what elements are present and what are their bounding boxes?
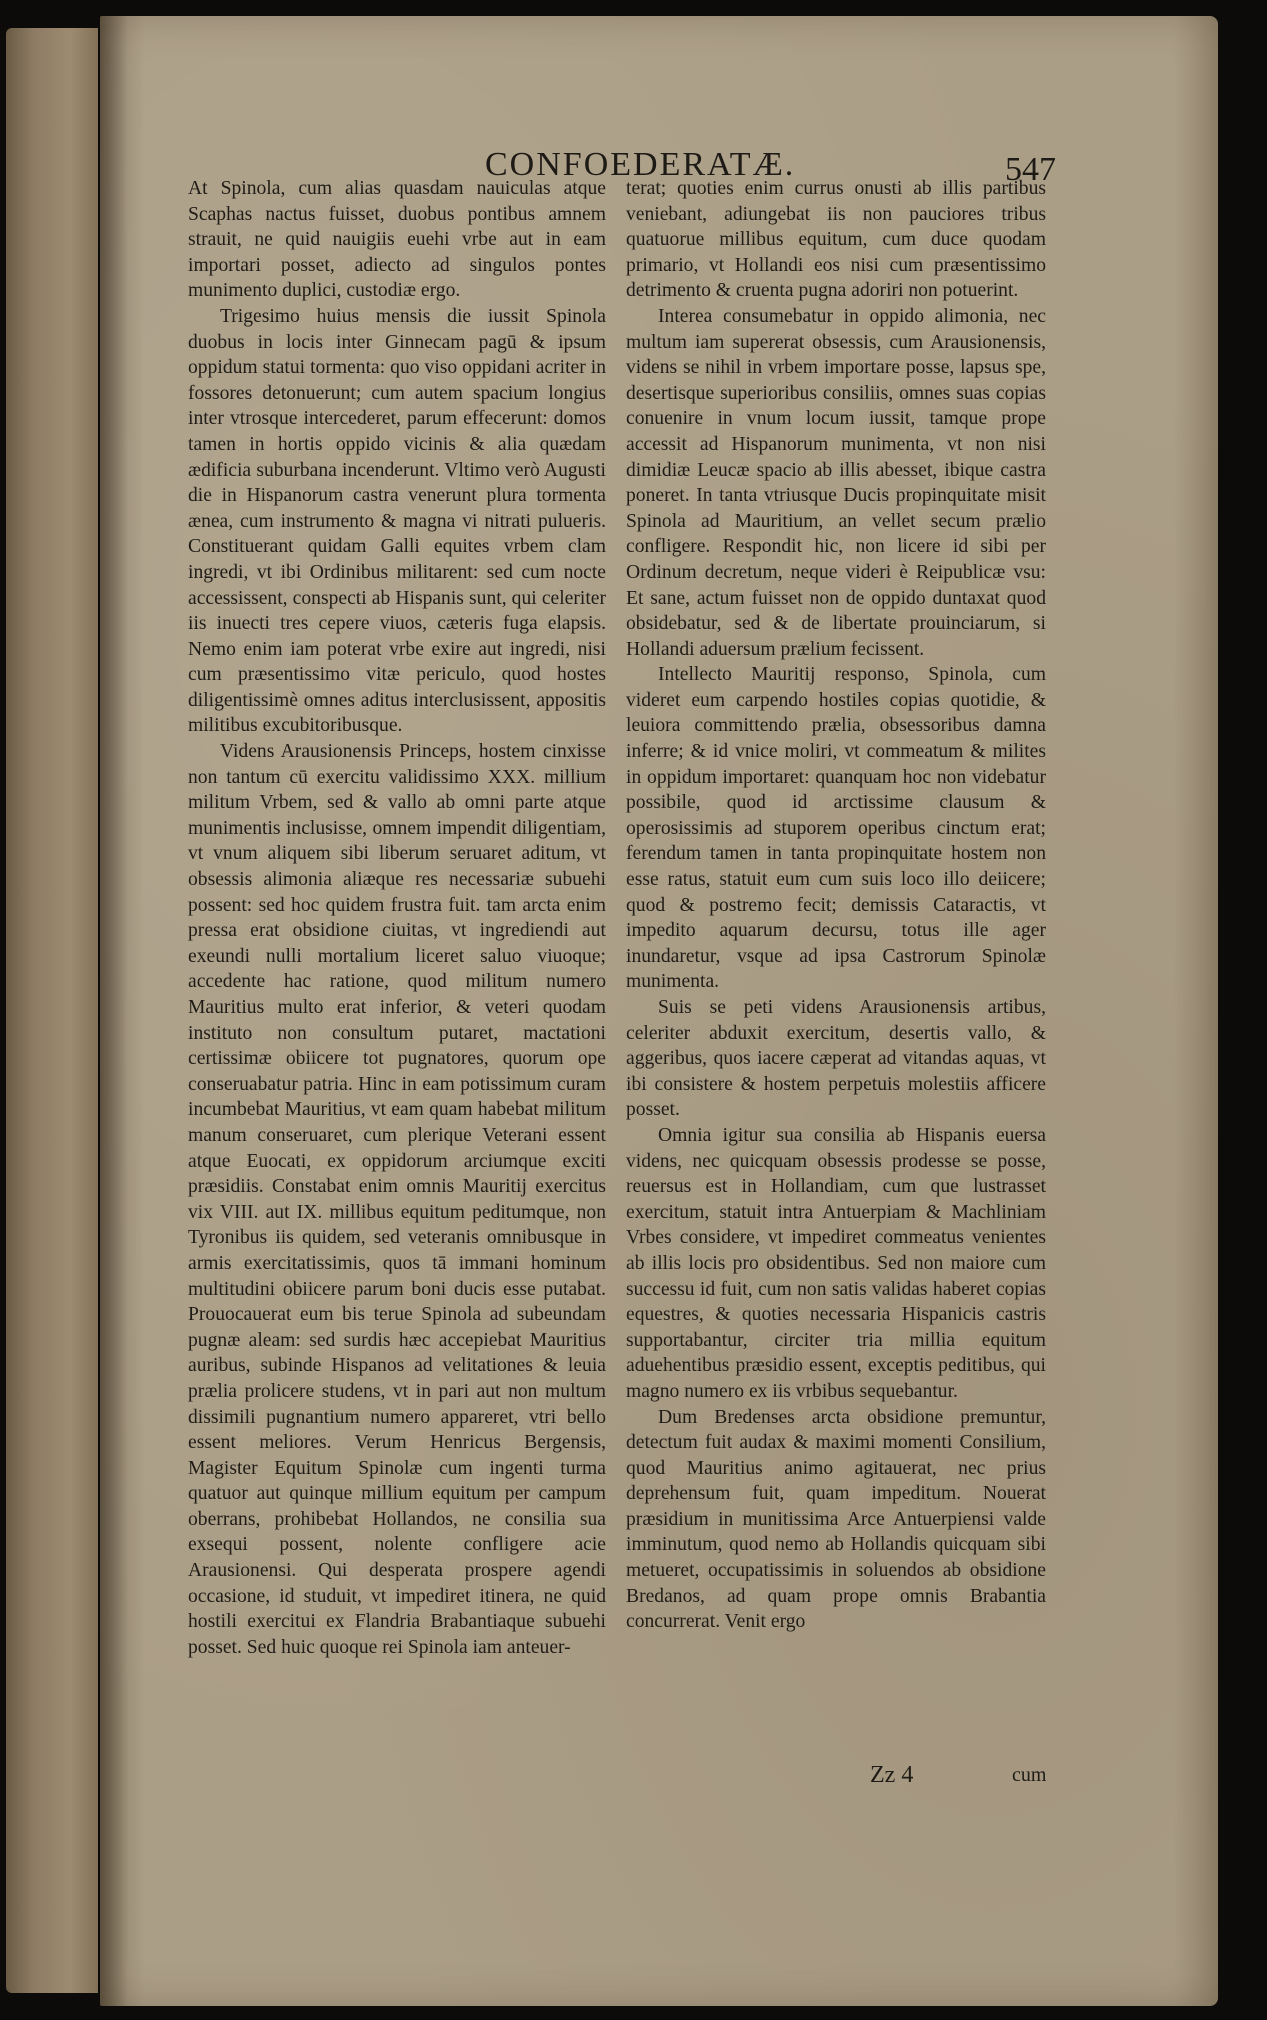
paragraph: At Spinola, cum alias quasdam nauiculas atque Scaphas nactus fuisset, duobus pontibus amnem strauit, ne quid nauigiis euehi vrbe aut in eam importari posset, adiecto ad singulos pontes munimento duplici, custodiæ ergo. — [188, 178, 606, 302]
paragraph: Intellecto Mauritij responso, Spinola, cum videret eum carpendo hostiles copias quotidie, & leuiora committendo prælia, obsessoribus damna inferre; & id vnice moliri, vt commeatum & milites in oppidum importaret: quanquam hoc non videbatur possibile, quod id arctissime clausum & operosissimis ad stuporem operibus cinctum erat; ferendum tamen in tanta propinquitate hostem non esse ratus, statuit eum cum suis loco illo deiicere; quod & postremo fecit; demissis Cataractis, vt impedito aquarum decursu, totus ille ager inundaretur, vsque ad ipsa Castrorum Spinolæ munimenta. — [626, 664, 1046, 993]
paragraph: terat; quoties enim currus onusti ab illis partibus veniebant, adiungebat iis non pauciores tribus quatuorue millibus equitum, cum duce quodam primario, vt Hollandi eos nisi cum præsentissimo detrimento & cruenta pugna adoriri non potuerint. — [626, 178, 1046, 302]
paragraph: Dum Bredenses arcta obsidione premuntur, detectum fuit audax & maximi momenti Consilium, quod Mauritius animo agitauerat, nec prius deprehensum fuit, quam impeditum. Nouerat præsidium in munitissima Arce Antuerpiensi valde imminutum, quod nemo ab Hollandis quicquam sibi metueret, occupatissimis in soluendos ab obsidione Bredanos, ad quam prope omnis Brabantia concurrerat. Venit ergo — [626, 1406, 1046, 1633]
page-gutter-shadow — [100, 16, 128, 2006]
paragraph: Videns Arausionensis Princeps, hostem cinxisse non tantum cū exercitu validissimo XXX. millium militum Vrbem, sed & vallo ab omni parte atque munimentis inclusisse, omnem impendit diligentiam, vt vnum aliquem sibi liberum seruaret aditum, vt obsessis alimonia aliæque res necessariæ subuehi possent: sed hoc quidem frustra fuit. tam arcta enim pressa erat obsidione ciuitas, vt ingrediendi aut exeundi nulli mortalium liceret saluo viuoque; accedente hac ratione, quod militum numero Mauritius multo erat inferior, & veteri quodam instituto non consultum putaret, mactationi certissimæ obiicere tot pugnatores, quorum ope conseruabatur patria. Hinc in eam potissimum curam incumbebat Mauritius, vt eam quam habebat militum manum conseruaret, cum plerique Veterani essent atque Euocati, ex oppidorum arciumque exciti præsidiis. Constabat enim omnis Mauritij exercitus vix VIII. aut IX. millibus equitum peditumque, non Tyronibus iis quidem, sed veteranis omnibusque in armis exercitatissimis, quos tā immani hominum multitudini obiicere parum boni ducis esse putabat. Prouocauerat eum bis terue Spinola ad subeundam pugnæ aleam: sed surdis hæc accepiebat Mauritius auribus, subinde Hispanos ad velitationes & leuia prælia prolicere studens, vt in pari aut non multum dissimili pugnantium numero appareret, vtri bello essent meliores. Verum Henricus Bergensis, Magister Equitum Spinolæ cum ingenti turma quatuor aut quinque millium equitum per campum oberrans, prohibebat Hollandos, ne consilia sua exsequi possent, nolente confligere acie Arausionensi. Qui desperata prospere agendi occasione, id studuit, vt impediret itinera, ne quid hostili exercitui ex Flandria Brabantiaque subuehi posset. Sed huic quoque rei Spinola iam anteuer- — [188, 741, 606, 1658]
page-number: 547 — [1005, 151, 1056, 188]
signature-mark: Zz 4 — [870, 1762, 914, 1788]
paragraph: Omnia igitur sua consilia ab Hispanis euersa videns, nec quicquam obsessis prodesse se posse, reuersus est in Hollandiam, cum que lustrasset exercitum, statuit intra Antuerpiam & Machliniam Vrbes considere, vt impediret commeatus venientes ab illis locis pro obsidentibus. Sed non maiore cum successu id fuit, cum non satis validas haberet copias equestres, & quoties necessaria Hispanicis castris supportabantur, circiter tria millia equitum aduehentibus præsidio essent, exceptis peditibus, qui magno numero ex iis vrbibus sequebantur. — [626, 1124, 1046, 1402]
left-text-column — [188, 176, 606, 1660]
paragraph: Suis se peti videns Arausionensis artibus, celeriter abduxit exercitum, desertis vallo, & aggeribus, quos iacere cæperat ad vitandas aquas, vt ibi consistere & hostem perpetuis molestiis afficere posset. — [626, 997, 1046, 1121]
running-title: CONFOEDERATÆ. — [485, 146, 796, 183]
facing-page-edge — [6, 28, 98, 1993]
paragraph: Trigesimo huius mensis die iussit Spinola duobus in locis inter Ginnecam pagū & ipsum oppidum statui tormenta: quo viso oppidani acriter in fossores detonuerunt; cum autem spacium longius inter vtrosque intercederet, parum effecerunt: domos tamen in hortis oppido vicinis & alia quædam ædificia suburbana incenderunt. Vltimo verò Augusti die in Hispanorum castra venerunt plura tormenta ænea, cum instrumento & magna vi nitrati pulueris. Constituerant quidam Galli equites vrbem clam ingredi, vt ibi Ordinibus militarent: sed cum nocte accessissent, conspecti ab Hispanis sunt, qui celeriter iis inuecti tres cepere viuos, cæteris fuga elapsis. Nemo enim iam poterat vrbe exire aut ingredi, nisi cum præsentissimo vitæ periculo, quod hostes diligentissimè omnes aditus interclusissent, appositis militibus excubitoribusque. — [188, 305, 606, 737]
catchword: cum — [1012, 1764, 1047, 1786]
paragraph: Interea consumebatur in oppido alimonia, nec multum iam supererat obsessis, cum Arausionensis, videns se nihil in vrbem importare posse, lapsus spe, desertisque superioribus consiliis, omnes suas copias conuenire in vnum locum iussit, tamque prope accessit ad Hispanorum munimenta, vt non nisi dimidiæ Leucæ spacio ab illis abesset, ibique castra poneret. In tanta vtriusque Ducis propinquitate misit Spinola ad Mauritium, an vellet secum prælio confligere. Respondit hic, non licere id sibi per Ordinum decretum, neque videri è Reipublicæ vsu: Et sane, actum fuisset non de oppido duntaxat quod obsidebatur, sed & de libertate prouinciarum, si Hollandi aduersum prælium fecissent. — [626, 305, 1046, 660]
right-text-column — [626, 176, 1046, 1635]
